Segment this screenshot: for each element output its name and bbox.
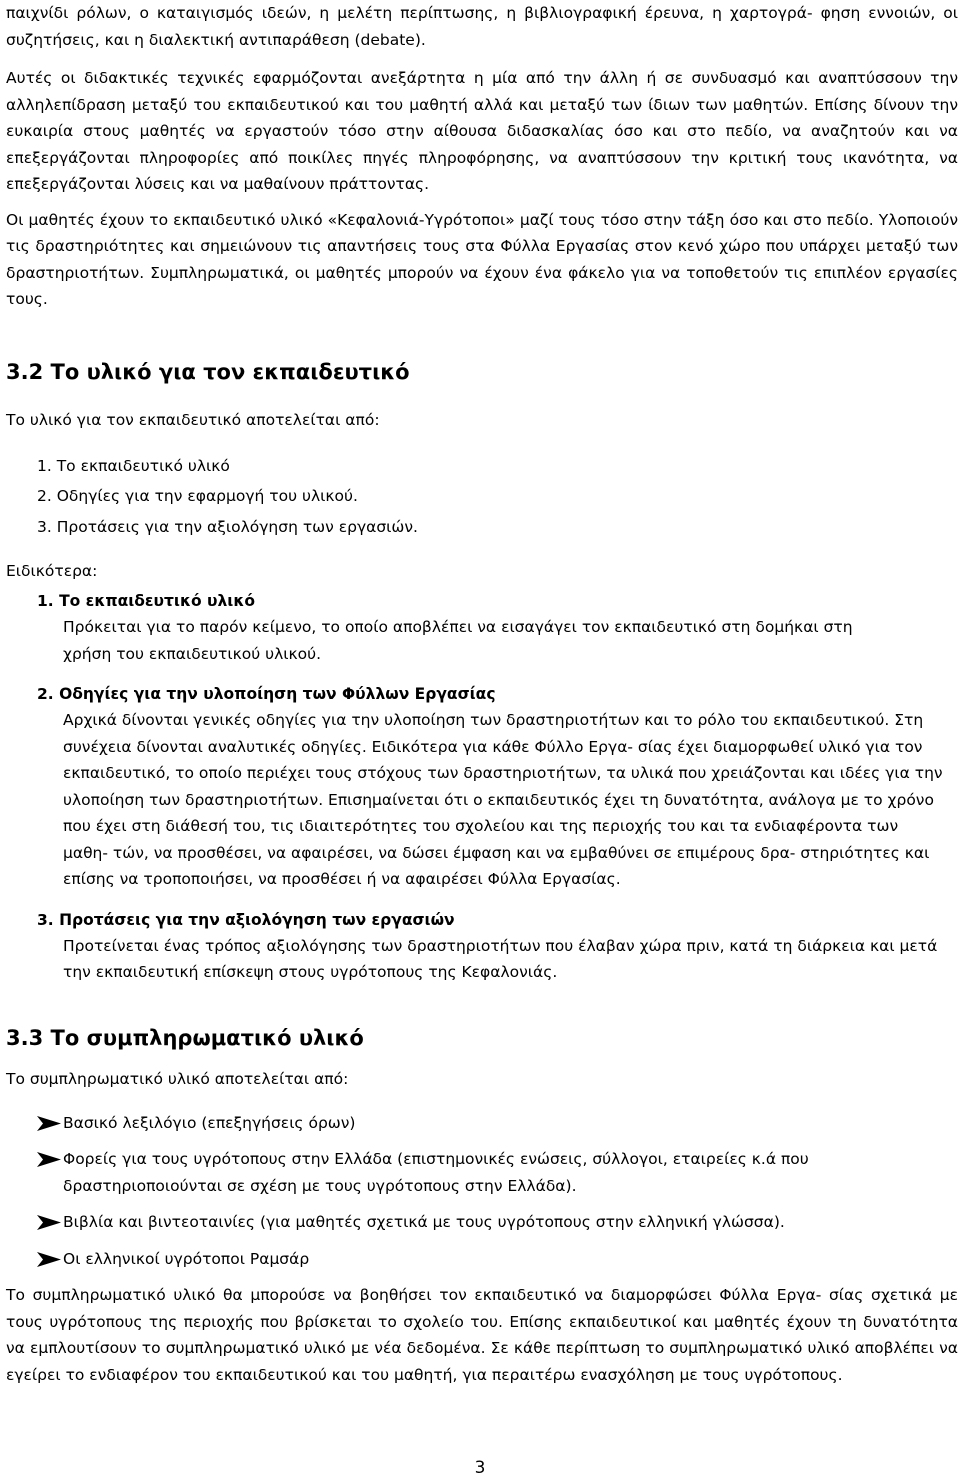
list-item-text: Βασικό λεξιλόγιο (επεξηγήσεις όρων): [63, 1113, 356, 1132]
detail-body: Αρχικά δίνονται γενικές οδηγίες για την υλοποίηση των δραστηριοτήτων και το ρόλο του εκπαιδευτικού. Στη συνέχεια δίνονται αναλυτικές οδηγίες. Ειδικότερα για κάθε Φύλλο Εργα- σίας έχει διαμορφωθεί υλικό για τον εκπαιδευτικό, το οποίο περιέχει τους στόχους των δραστηριοτήτων, τα υλικά που χρειάζονται και ιδέες για την υλοποίηση των δραστηριοτήτων. Επισημαίνεται ότι ο εκπαιδευτικός έχει τη δυνατότητα, ανάλογα με το χρόνο που έχει στη διάθεσή του, τις ιδιαιτερότητες του σχολείου και της περιοχής του και τα ενδιαφέροντα των μαθη- τών, να προσθέσει, να αφαιρέσει, να δώσει έμφαση και να εμβαθύνει σε επιμέρους δρα- στηριότητες και επίσης να τροποποιήσει, να προσθέσει ή να αφαιρέσει Φύλλα Εργασίας.: [63, 711, 943, 888]
paragraph-student-material: Οι μαθητές έχουν το εκπαιδευτικό υλικό «Κεφαλονιά-Υγρότοποι» μαζί τους τόσο στην τάξη όσο και στο πεδίο. Υλοποιούν τις δραστηριότητες και σημειώνουν τις απαντήσεις τους στα Φύλλα Εργασίας στον κενό χώρο που υπάρχει μεταξύ των δραστηριοτήτων. Συμπληρωματικά, οι μαθητές μπορούν να έχουν ένα φάκελο για να τοποθετούν τις επιπλέον εργασίες τους.: [6, 210, 958, 308]
detail-body: Προτείνεται ένας τρόπος αξιολόγησης των δραστηριοτήτων που έλαβαν χώρα πριν, κατά τη διάρκεια και μετά την εκπαιδευτική επίσκεψη στους υγρότοπους της Κεφαλονιάς.: [63, 936, 938, 981]
paragraph-techniques-application: Αυτές οι διδακτικές τεχνικές εφαρμόζονται ανεξάρτητα η μία από την άλλη ή σε συνδυασμό και αναπτύσσουν την αλληλεπίδραση μεταξύ του εκπαιδευτικού και του μαθητή αλλά και μεταξύ των ίδιων των μαθητών. Επίσης δίνουν την ευκαιρία στους μαθητές να εργαστούν τόσο στην αίθουσα διδασκαλίας όσο και στο πεδίο, να αναζητούν και να επεξεργάζονται πληροφορίες από ποικίλες πηγές πληροφόρησης, να αναπτύσσουν την κριτική τους ικανότητα, να επεξεργάζονται λύσεις και να μαθαίνουν πράττοντας.: [6, 69, 958, 193]
list-item: [6, 1146, 958, 1199]
supplementary-material-list: [6, 1110, 958, 1273]
paragraph-techniques-continued: παιχνίδι ρόλων, ο καταιγισμός ιδεών, η μελέτη περίπτωσης, η βιβλιογραφική έρευνα, η χαρτογρά- φηση εννοιών, οι συζητήσεις, και η διαλεκτική αντιπαράθεση (debate).: [6, 4, 958, 49]
document-page: [6, 0, 958, 1388]
arrowhead-icon: [37, 1252, 61, 1267]
list-item: [6, 1246, 958, 1273]
specifically-label: Ειδικότερα:: [6, 562, 98, 580]
section-3-2-intro: Το υλικό για τον εκπαιδευτικό αποτελείται από:: [6, 410, 380, 429]
section-heading-3-2: 3.2 Το υλικό για τον εκπαιδευτικό: [6, 359, 410, 384]
list-item: 3. Προτάσεις για την αξιολόγηση των εργασιών.: [37, 517, 418, 536]
detail-title: 1. Το εκπαιδευτικό υλικό: [37, 592, 255, 610]
list-item-text: Βιβλία και βιντεοταινίες (για μαθητές σχετικά με τους υγρότοπους στην ελληνική γλώσσα).: [63, 1213, 785, 1231]
section-3-3-intro: Το συμπληρωματικό υλικό αποτελείται από:: [6, 1069, 349, 1088]
arrowhead-icon: [37, 1116, 61, 1131]
detail-educational-material: [37, 588, 948, 667]
list-item: 2. Οδηγίες για την εφαρμογή του υλικού.: [37, 487, 358, 505]
detail-worksheet-instructions: [37, 681, 948, 893]
arrowhead-icon: [37, 1215, 61, 1230]
teacher-material-list: [6, 451, 958, 543]
detail-assessment-proposals: [37, 907, 948, 986]
list-item-text: Φορείς για τους υγρότοπους στην Ελλάδα (επιστημονικές ενώσεις, σύλλογοι, εταιρείες κ.ά που δραστηριοποιούνται σε σχέση με τους υγρότοπους στην Ελλάδα).: [63, 1150, 809, 1195]
list-item: [6, 1110, 958, 1137]
list-item: [6, 1209, 958, 1236]
list-item-text: Οι ελληνικοί υγρότοποι Ραμσάρ: [63, 1249, 310, 1268]
detail-title: 3. Προτάσεις για την αξιολόγηση των εργασιών: [37, 910, 455, 929]
section-heading-3-3: 3.3 Το συμπληρωματικό υλικό: [6, 1025, 364, 1050]
list-item: 1. Το εκπαιδευτικό υλικό: [37, 456, 230, 475]
paragraph-supplementary-closing: Το συμπληρωματικό υλικό θα μπορούσε να βοηθήσει τον εκπαιδευτικό να διαμορφώσει Φύλλα Εργα- σίας σχετικά με τους υγρότοπους της περιοχής που βρίσκεται το σχολείο του. Επίσης εκπαιδευτικοί και μαθητές έχουν τη δυνατότητα να εμπλουτίσουν το συμπληρωματικό υλικό με νέα δεδομένα. Σε κάθε περίπτωση το συμπληρωματικό υλικό αποβλέπει να εγείρει το ενδιαφέρον του εκπαιδευτικού και του μαθητή, για περαιτέρω ενασχόληση με τους υγρότοπους.: [6, 1286, 958, 1384]
arrowhead-icon: [37, 1152, 61, 1167]
page-number: 3: [474, 1458, 486, 1478]
detail-body: Πρόκειται για το παρόν κείμενο, το οποίο αποβλέπει να εισαγάγει τον εκπαιδευτικό στη δομήκαι στη χρήση του εκπαιδευτικού υλικού.: [63, 618, 853, 663]
detail-title: 2. Οδηγίες για την υλοποίηση των Φύλλων Εργασίας: [37, 685, 496, 703]
